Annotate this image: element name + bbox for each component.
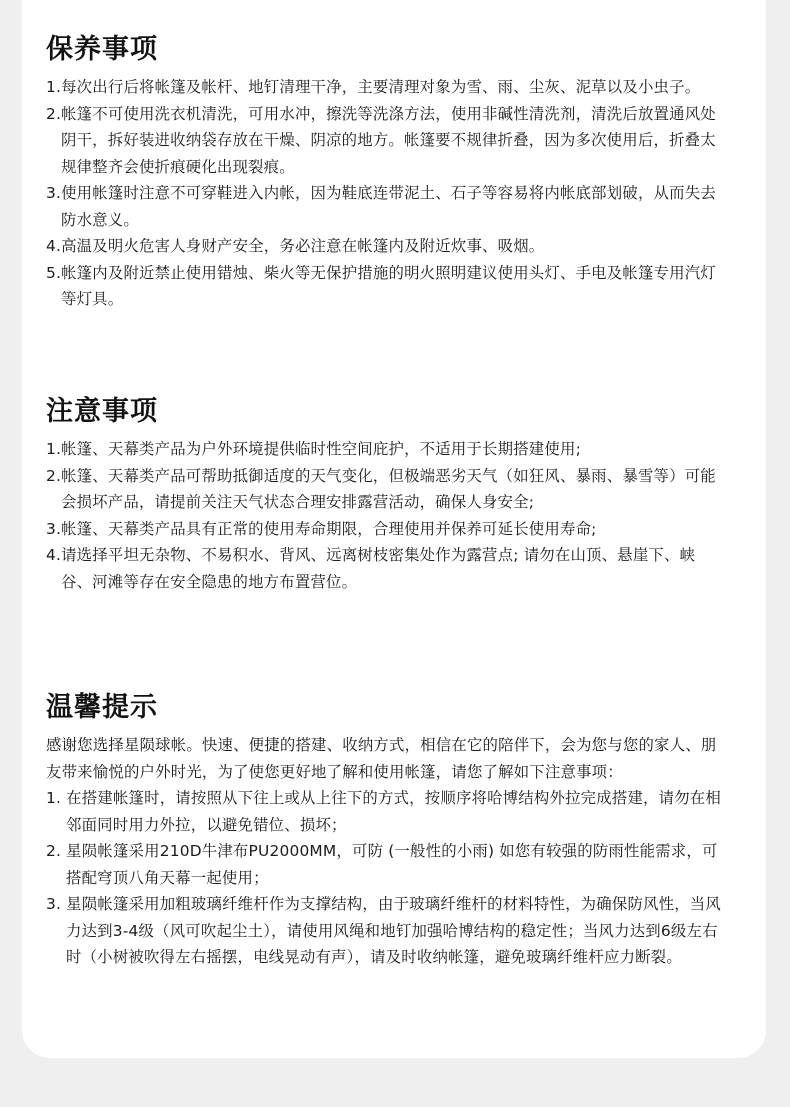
notice-title: 注意事项	[46, 396, 158, 427]
tips-item-1: 1. 在搭建帐篷时，请按照从下往上或从上往下的方式，按顺序将哈博结构外拉完成搭建，请勿在相邻面同时用力外拉，以避免错位、损坏；	[46, 789, 721, 834]
notice-item-4: 4.请选择平坦无杂物、不易积水、背风、远离树枝密集处作为露营点; 请勿在山顶、悬崖下、峡谷、河滩等存在安全隐患的地方布置营位。	[46, 546, 696, 591]
care-title: 保养事项	[46, 34, 158, 65]
care-item-1: 1.每次出行后将帐篷及帐杆、地钉清理干净，主要清理对象为雪、雨、尘灰、泥草以及小虫子。	[46, 78, 701, 96]
notice-item-2: 2.帐篷、天幕类产品可帮助抵御适度的天气变化，但极端恶劣天气（如狂风、暴雨、暴雪等）可能会损坏产品，请提前关注天气状态合理安排露营活动，确保人身安全;	[46, 466, 716, 511]
tips-section	[46, 688, 726, 971]
care-section	[46, 30, 726, 313]
care-item-5: 5.帐篷内及附近禁止使用错烛、柴火等无保护措施的明火照明建议使用头灯、手电及帐篷专用汽灯等灯具。	[46, 263, 716, 308]
notice-section	[46, 392, 726, 595]
tips-title: 温馨提示	[46, 692, 158, 723]
tips-item-3: 3. 星陨帐篷采用加粗玻璃纤维杆作为支撑结构，由于玻璃纤维杆的材料特性，为确保防风性，当风力达到3-4级（风可吹起尘土），请使用风绳和地钉加强哈博结构的稳定性；当风力达到6级左右时（小树被吹得左右摇摆，电线晃动有声），请及时收纳帐篷，避免玻璃纤维杆应力断裂。	[46, 895, 721, 966]
care-item-3: 3.使用帐篷时注意不可穿鞋进入内帐，因为鞋底连带泥土、石子等容易将内帐底部划破，从而失去防水意义。	[46, 184, 716, 229]
tips-intro: 感谢您选择星陨球帐。快速、便捷的搭建、收纳方式，相信在它的陪伴下，会为您与您的家人、朋友带来愉悦的户外时光，为了使您更好地了解和使用帐篷，请您了解如下注意事项：	[46, 736, 717, 781]
tips-item-2: 2. 星陨帐篷采用210D牛津布PU2000MM，可防 (一般性的小雨) 如您有较强的防雨性能需求，可搭配穹顶八角天幕一起使用；	[46, 842, 718, 887]
notice-item-1: 1.帐篷、天幕类产品为户外环境提供临时性空间庇护，不适用于长期搭建使用;	[46, 440, 581, 458]
care-item-2: 2.帐篷不可使用洗衣机清洗，可用水冲，擦洗等洗涤方法，使用非碱性清洗剂，清洗后放置通风处阴干，拆好装进收纳袋存放在干燥、阴凉的地方。帐篷要不规律折叠，因为多次使用后，折叠太规律整齐会使折痕硬化出现裂痕。	[46, 104, 716, 176]
care-item-4: 4.高温及明火危害人身财产安全，务必注意在帐篷内及附近炊事、吸烟。	[46, 237, 545, 255]
notice-item-3: 3.帐篷、天幕类产品具有正常的使用寿命期限，合理使用并保养可延长使用寿命;	[46, 519, 597, 538]
